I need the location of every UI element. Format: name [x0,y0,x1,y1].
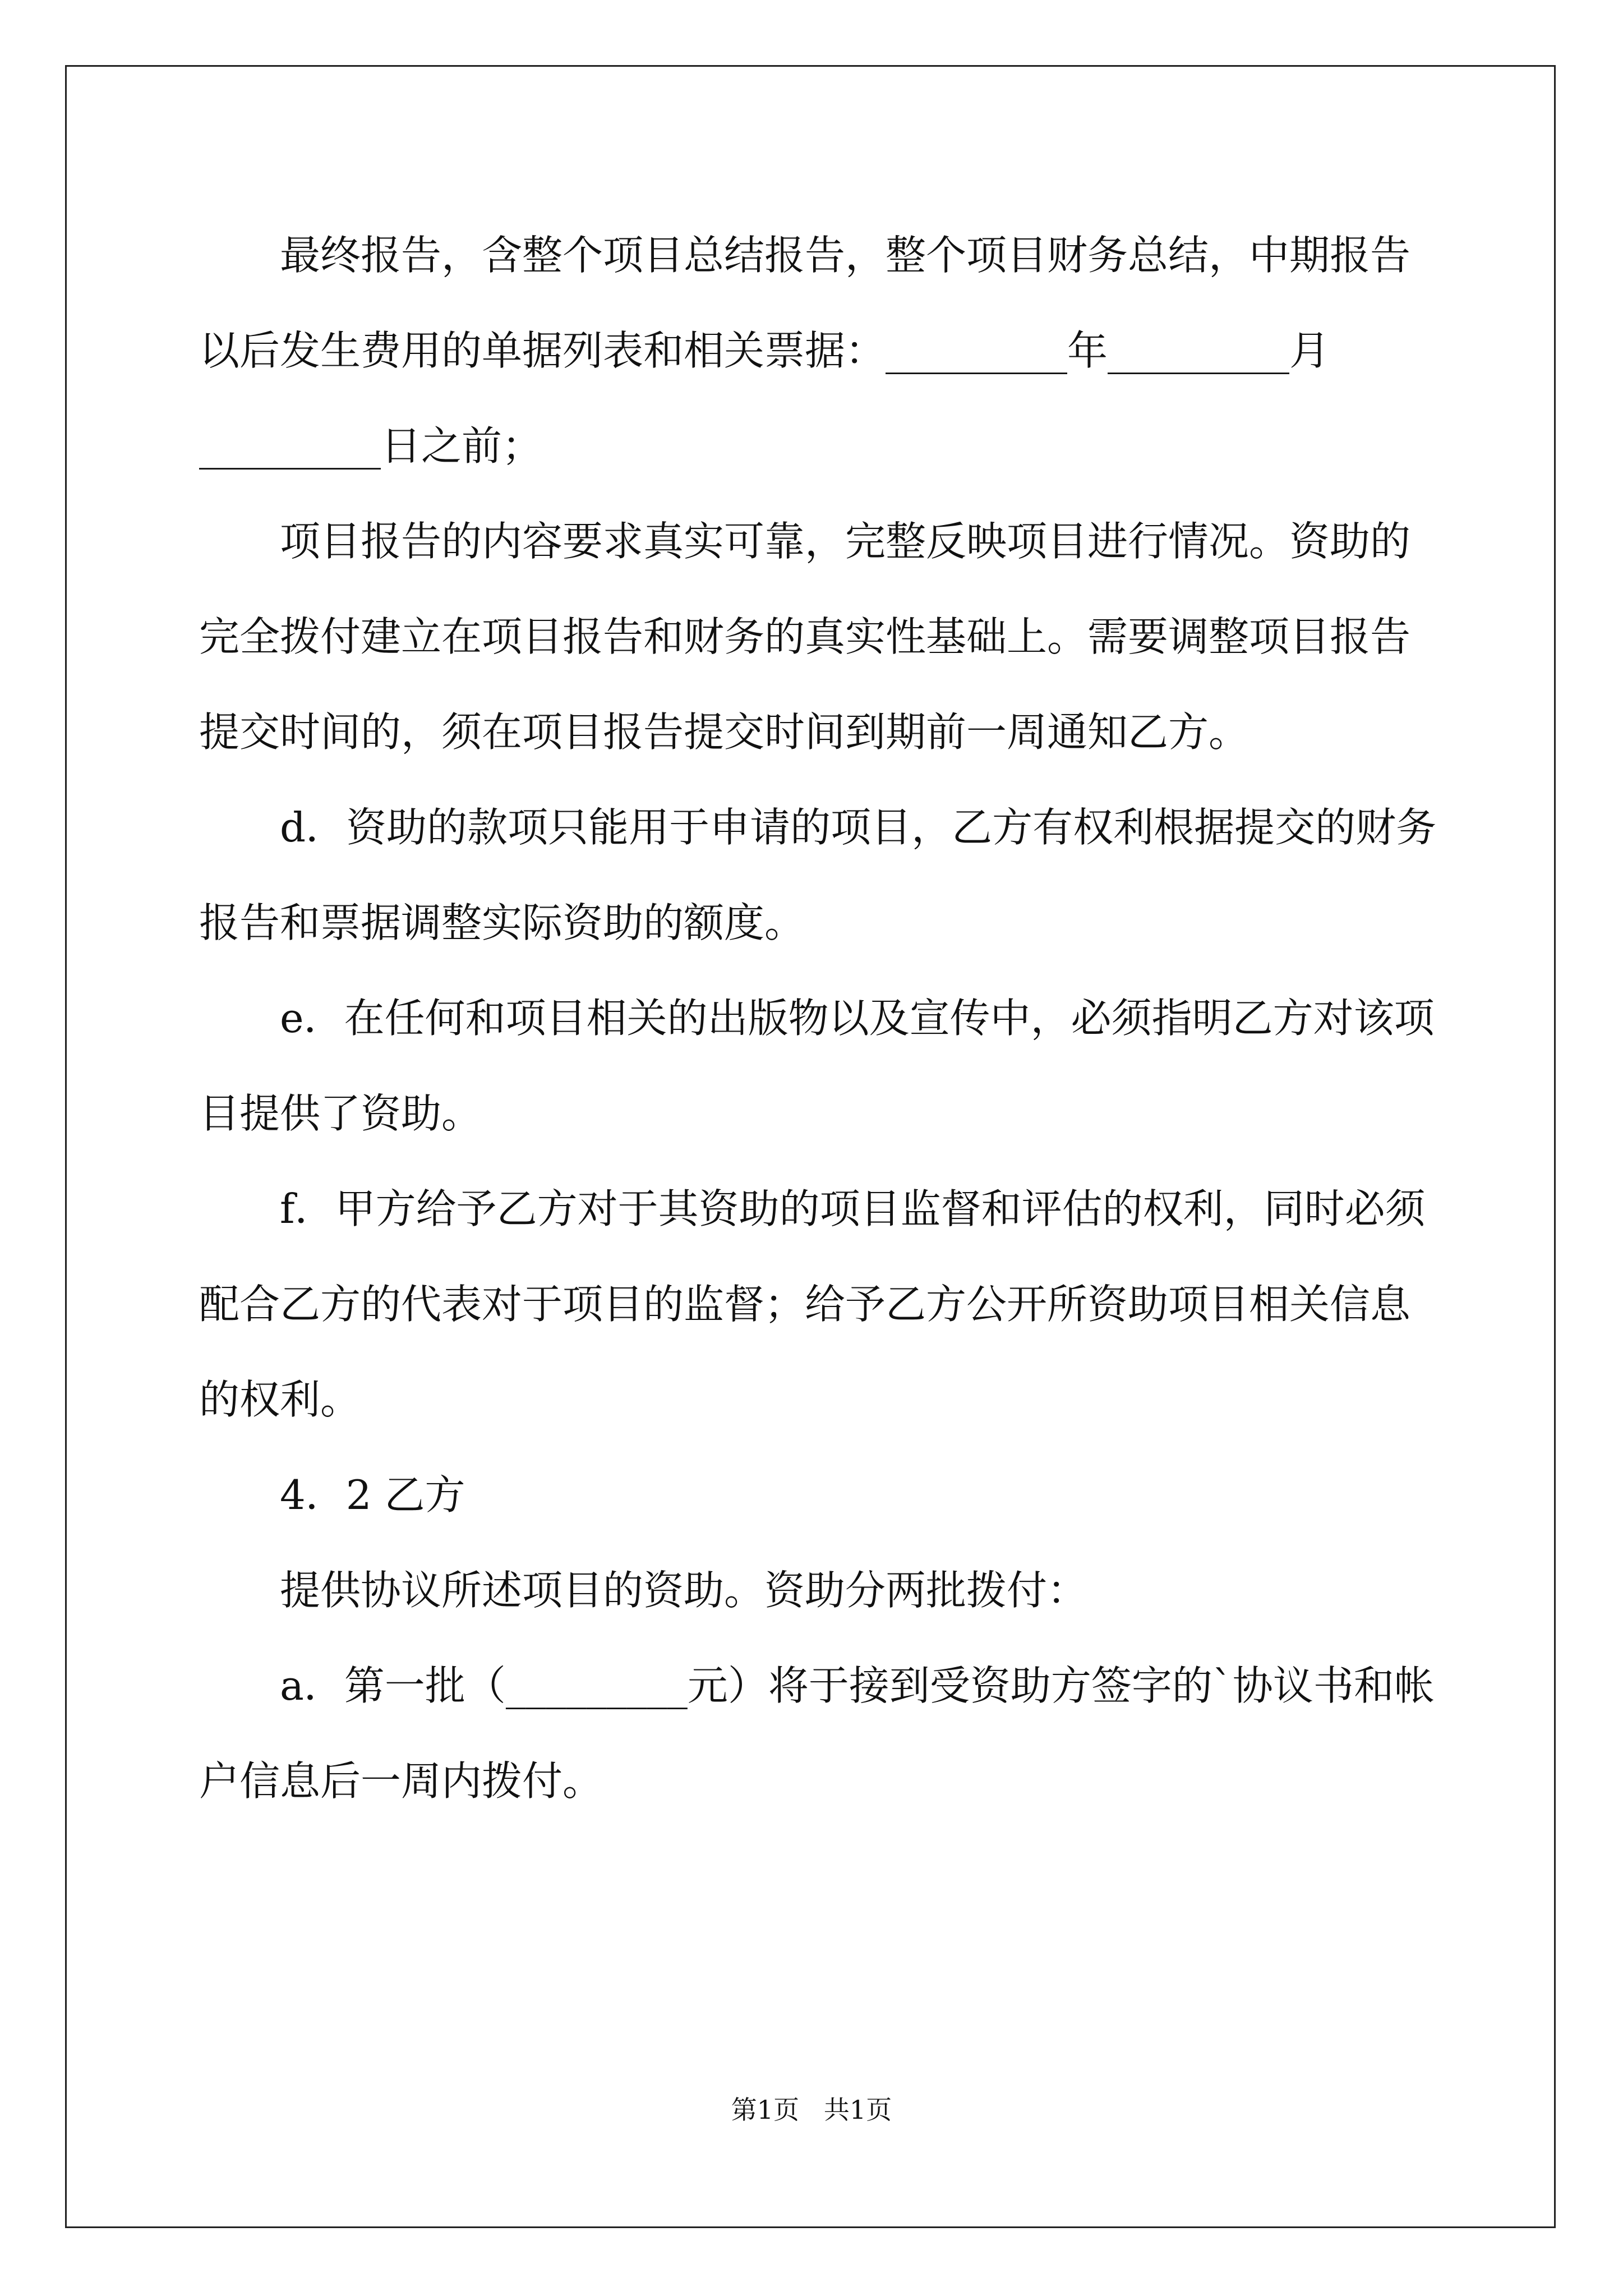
text-line: 以后发生费用的单据列表和相关票据：_________年_________月 [199,327,1330,374]
text-line: 4．2 乙方 [280,1471,465,1519]
text-line: 提交时间的，须在项目报告提交时间到期前一周通知乙方。 [199,708,1249,756]
text-line: _________日之前； [199,422,543,470]
document-body [199,208,1437,1829]
text-line: 提供协议所述项目的资助。资助分两批拨付： [280,1567,1088,1614]
text-line: 户信息后一周内拨付。 [199,1757,603,1805]
text-line: a．第一批（_________元）将于接到受资助方签字的`协议书和帐 [280,1662,1435,1709]
text-line: 最终报告，含整个项目总结报告，整个项目财务总结，中期报告 [280,232,1411,279]
text-line: 目提供了资助。 [199,1090,482,1137]
text-line: d．资助的款项只能用于申请的项目，乙方有权利根据提交的财务 [280,804,1437,851]
page-number: 第1页 共1页 [731,2095,892,2125]
text-line: 完全拨付建立在项目报告和财务的真实性基础上。需要调整项目报告 [199,613,1411,660]
text-line: 配合乙方的代表对于项目的监督；给予乙方公开所资助项目相关信息 [199,1281,1411,1328]
text-line: 项目报告的内容要求真实可靠，完整反映项目进行情况。资助的 [280,518,1411,565]
text-line: 的权利。 [199,1376,361,1423]
text-line: e．在任何和项目相关的出版物以及宣传中，必须指明乙方对该项 [280,995,1435,1042]
text-line: 报告和票据调整实际资助的额度。 [199,899,805,946]
text-line: f．甲方给予乙方对于其资助的项目监督和评估的权利，同时必须 [280,1185,1426,1232]
